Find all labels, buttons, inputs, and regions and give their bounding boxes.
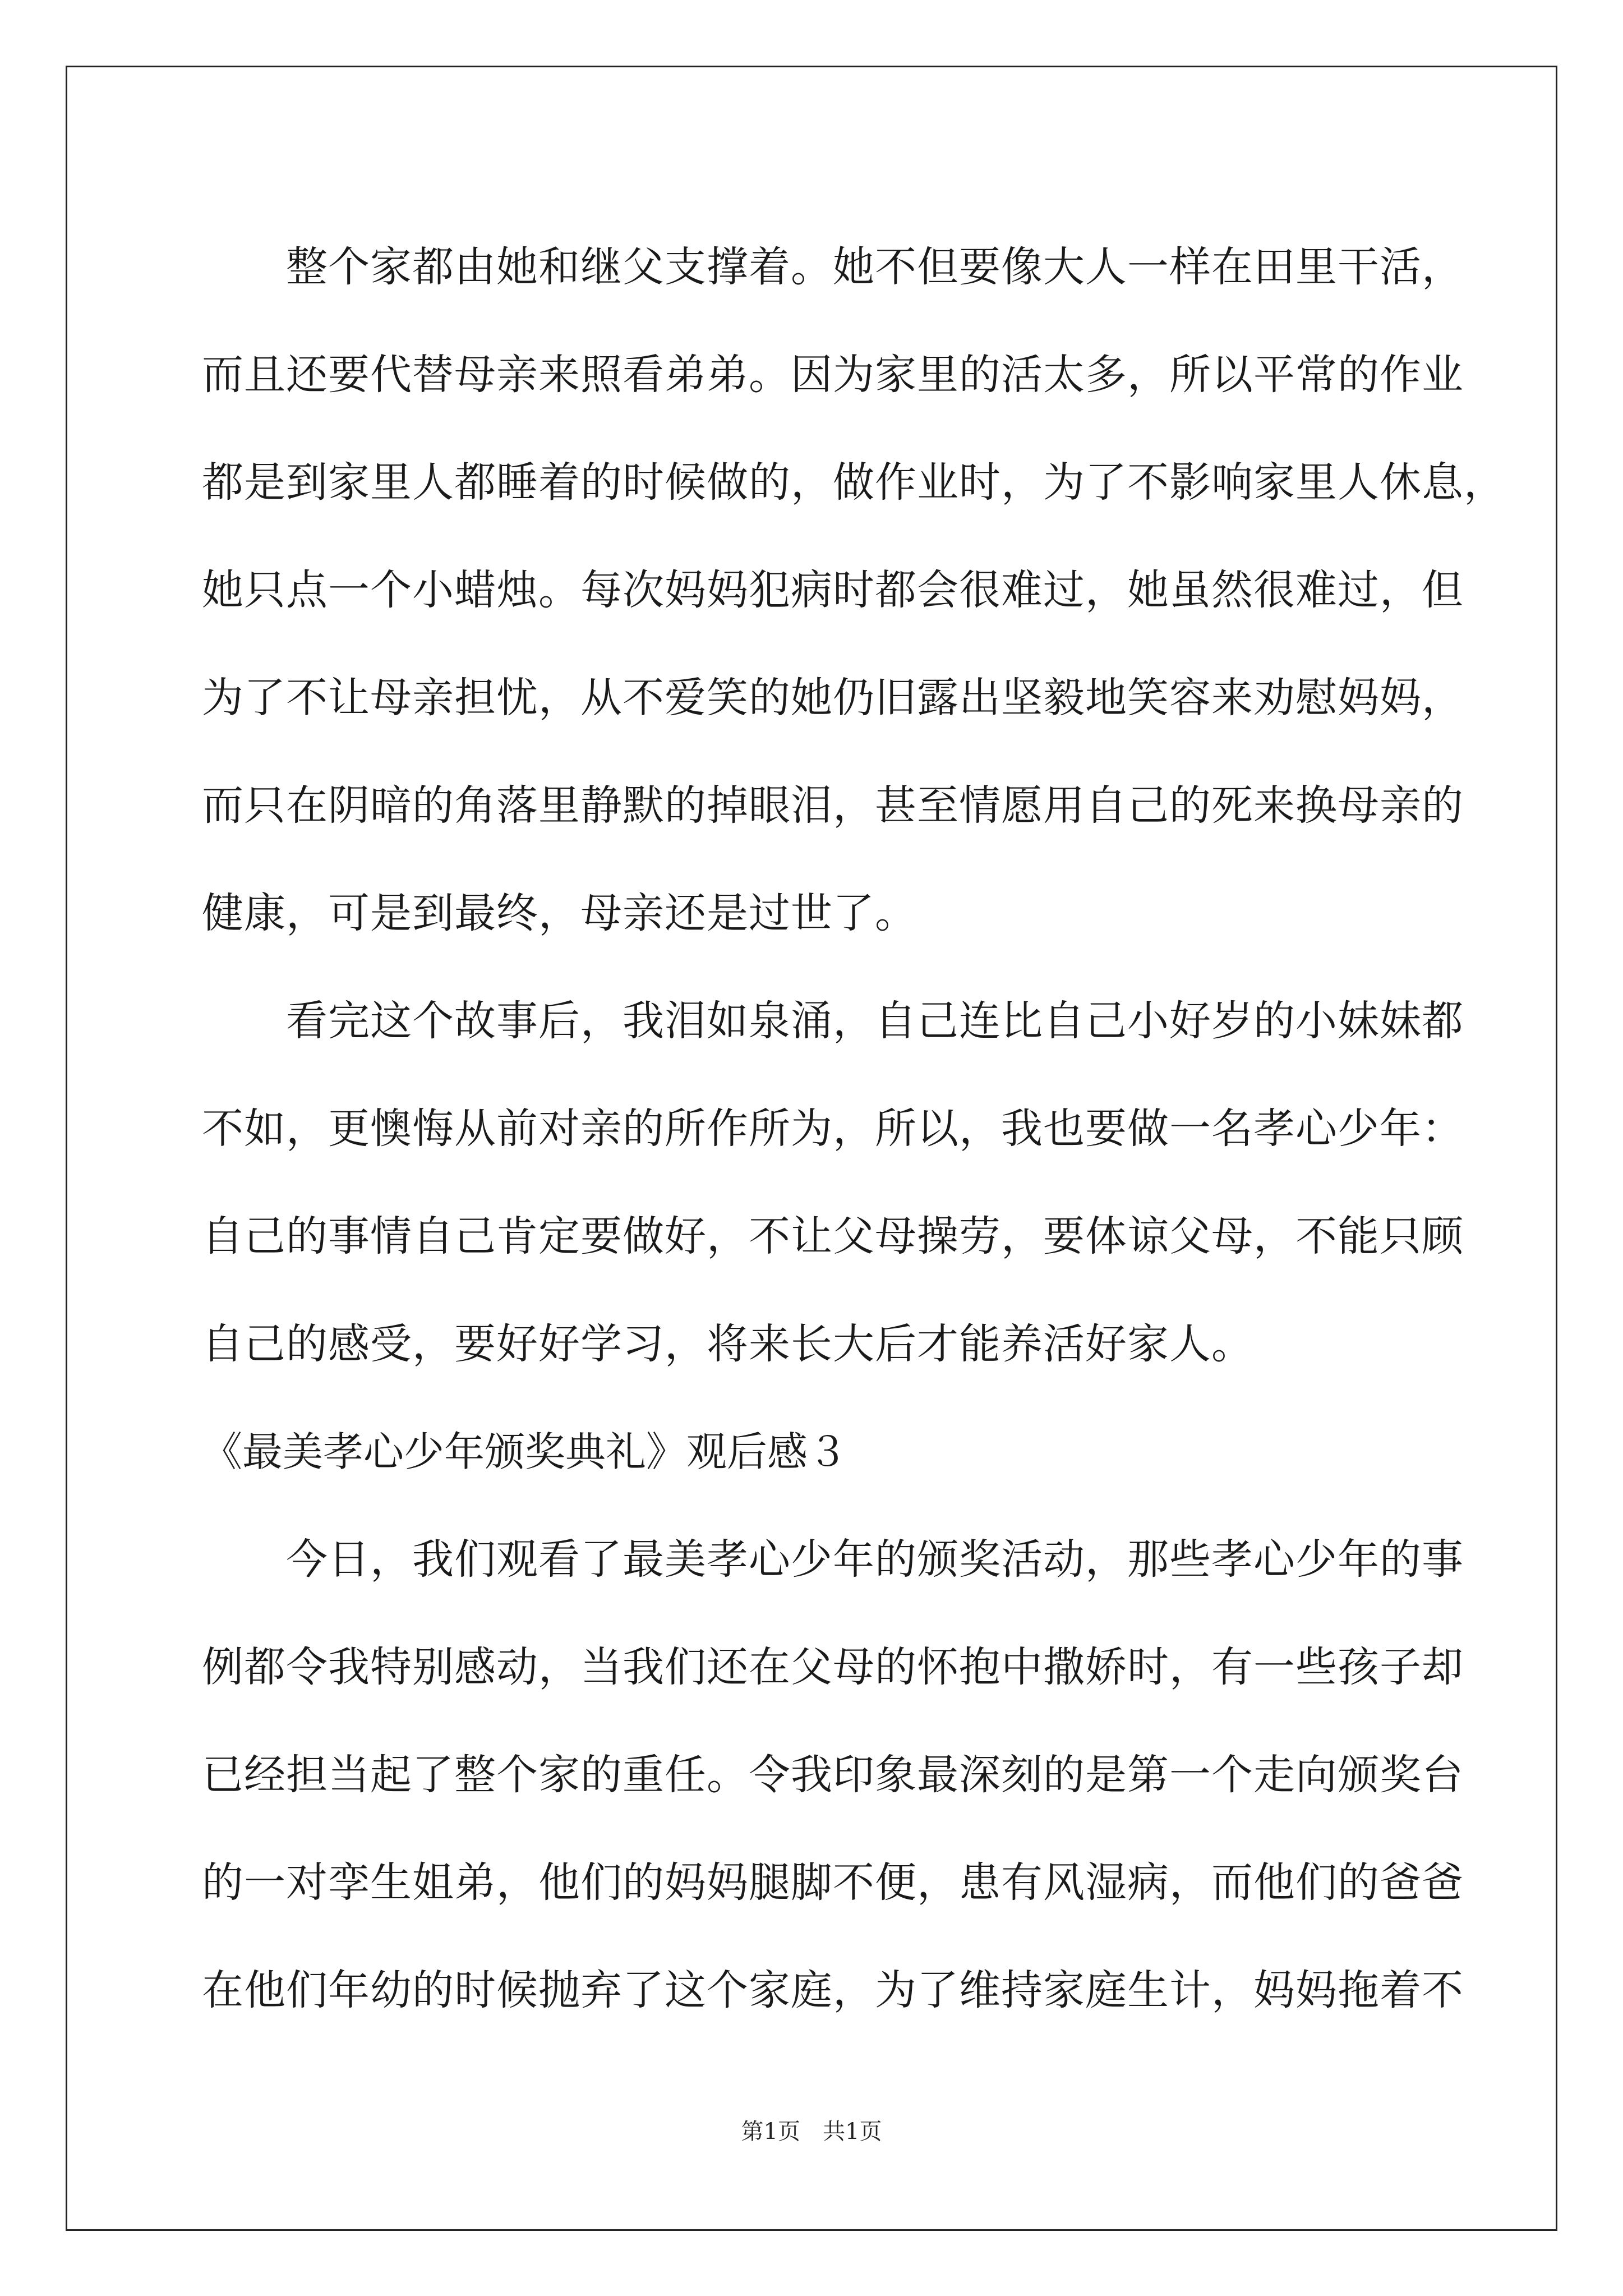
section-title: 《最美孝心少年颁奖典礼》观后感３: [202, 1428, 849, 1475]
page-total: 共1页: [823, 2119, 882, 2145]
paragraph-line: 不如，更懊悔从前对亲的所作所为，所以，我也要做一名孝心少年：: [202, 1105, 1464, 1153]
paragraph-line: 她只点一个小蜡烛。每次妈妈犯病时都会很难过，她虽然很难过，但: [202, 566, 1464, 614]
paragraph-line: 已经担当起了整个家的重任。令我印象最深刻的是第一个走向颁奖台: [202, 1751, 1464, 1799]
paragraph-line: 而只在阴暗的角落里静默的掉眼泪，甚至情愿用自己的死来换母亲的: [202, 781, 1464, 830]
paragraph-line: 今日，我们观看了最美孝心少年的颁奖活动，那些孝心少年的事: [286, 1535, 1464, 1584]
paragraph-line: 整个家都由她和继父支撑着。她不但要像大人一样在田里干活，: [286, 243, 1464, 291]
paragraph-line: 自己的感受，要好好学习，将来长大后才能养活好家人。: [202, 1320, 1253, 1368]
page-number: 第1页: [741, 2119, 800, 2145]
paragraph-3: [202, 1506, 1464, 2044]
paragraph-line: 自己的事情自己肯定要做好，不让父母操劳，要体谅父母，不能只顾: [202, 1212, 1464, 1260]
paragraph-line: 看完这个故事后，我泪如泉涌，自己连比自己小好岁的小妹妹都: [286, 997, 1464, 1045]
paragraph-line: 而且还要代替母亲来照看弟弟。因为家里的活太多，所以平常的作业: [202, 351, 1464, 399]
page-footer: [0, 2115, 1623, 2148]
paragraph-2: [202, 967, 1464, 1398]
paragraph-line: 都是到家里人都睡着的时候做的，做作业时，为了不影响家里人休息，: [202, 458, 1506, 507]
paragraph-line: 的一对孪生姐弟，他们的妈妈腿脚不便，患有风湿病，而他们的爸爸: [202, 1858, 1464, 1907]
paragraph-line: 为了不让母亲担忧，从不爱笑的她仍旧露出坚毅地笑容来劝慰妈妈，: [202, 674, 1464, 722]
paragraph-1: [202, 213, 1506, 967]
paragraph-line: 健康，可是到最终，母亲还是过世了。: [202, 889, 917, 937]
paragraph-line: 在他们年幼的时候抛弃了这个家庭，为了维持家庭生计，妈妈拖着不: [202, 1966, 1464, 2014]
paragraph-line: 例都令我特别感动，当我们还在父母的怀抱中撒娇时，有一些孩子却: [202, 1643, 1464, 1691]
document-body: [202, 213, 1506, 2044]
